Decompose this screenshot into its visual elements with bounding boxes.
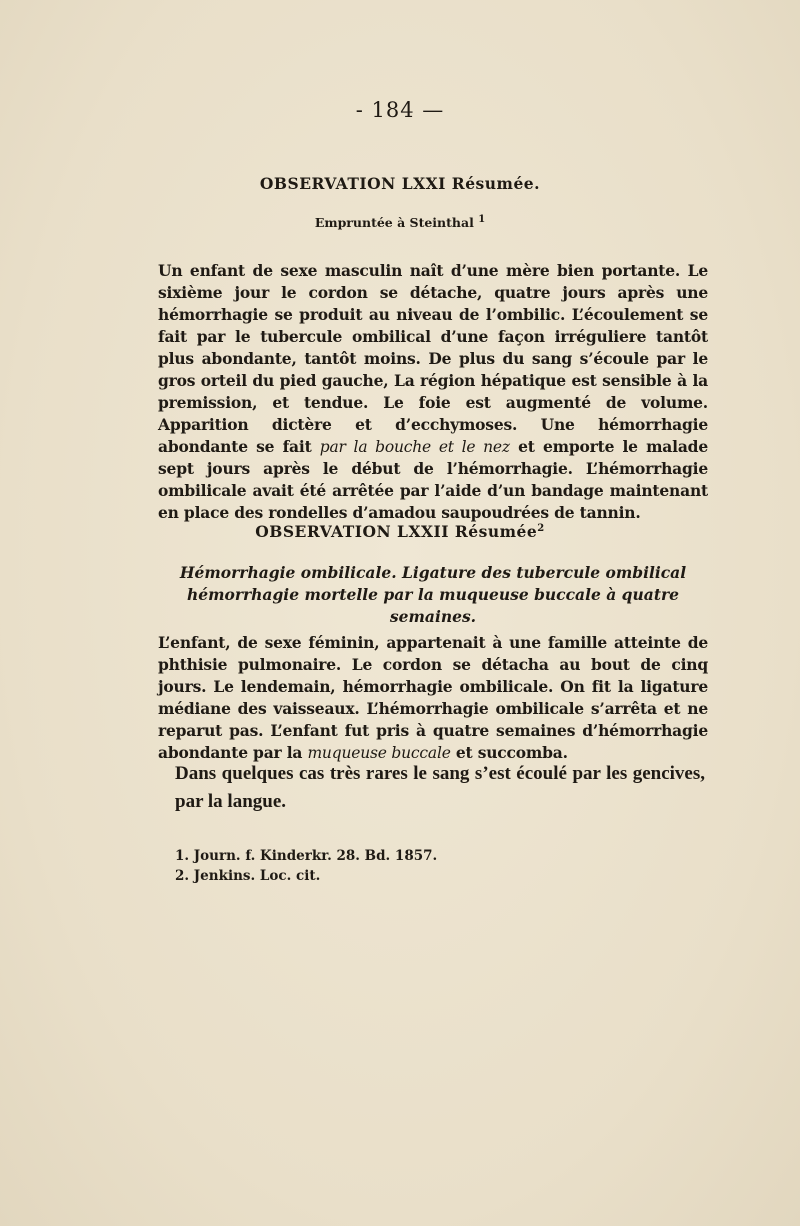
footnotes <box>175 846 675 886</box>
observation-lxxi-source <box>0 214 800 230</box>
observation-lxxii-body <box>158 632 708 764</box>
observation-lxxii-body-start: L’enfant, de sexe féminin, appartenait à une famille atteinte de phthisie pulmonaire. Le cordon se détacha au bout de cinq jours. Le lendemain, hémorrhagie ombilicale. On fit la ligature médiane des vaisseaux. L’hémorrhagie ombilicale s’arrêta et ne reparut pas. L’enfant fut pris à quatre semaines d’hémorrhagie abondante par la <box>158 633 708 762</box>
footnote-1: 1. Journ. f. Kinderkr. 28. Bd. 1857. <box>175 848 438 864</box>
observation-lxxii-subtitle: Hémorrhagie ombilicale. Ligature des tubercule ombilical hémorrhagie mortelle par la muqueuse buccale à quatre semaines. <box>179 563 687 626</box>
observation-lxxii-body-italic: muqueuse buccale <box>307 744 451 762</box>
observation-lxxi-body-start: Un enfant de sexe masculin naît d’une mère bien portante. Le sixième jour le cordon se détache, quatre jours après une hémorrhagie se produit au niveau de l’ombilic. L’écoulement se fait par le tubercule ombilical d’une façon irréguliere tantôt plus abondante, tantôt moins. De plus du sang s’écoule par le gros orteil du pied gauche, La région hépatique est sensible à la premission, et tendue. Le foie est augmenté de volume. Apparition dictère et d’ecchymoses. Une hémorrhagie abondante se fait <box>158 261 708 456</box>
observation-lxxi-body-italic: par la bouche et le nez <box>319 438 510 456</box>
page-number: - 184 — <box>355 98 445 122</box>
observation-lxxi-title-text: OBSERVATION LXXI Résumée. <box>259 174 541 193</box>
observation-lxxi-source-text: Empruntée à Steinthal <box>314 215 474 231</box>
observation-lxxii-title-text: OBSERVATION LXXII Résumée <box>255 522 538 541</box>
observation-lxxi-title <box>0 174 800 193</box>
footnote-ref-2: 2 <box>537 522 545 534</box>
footnote-2: 2. Jenkins. Loc. cit. <box>175 868 321 884</box>
footnote-ref-1: 1 <box>478 214 486 225</box>
observation-lxxii-body-end: et succomba. <box>455 743 568 762</box>
observation-lxxii-title <box>0 522 800 541</box>
observation-lxxi-body <box>158 260 708 524</box>
observation-lxxi-body-end: et emporte le malade sept jours après le début de l’hémorrhagie. L’hémorrhagie ombilicale avait été arrêtée par l’aide d’un bandage maintenant en place des rondelles d’amadou saupoudrées de tannin. <box>158 437 708 522</box>
closing-paragraph: Dans quelques cas très rares le sang s’est écoulé par les gencives, par la langue. <box>175 763 705 812</box>
